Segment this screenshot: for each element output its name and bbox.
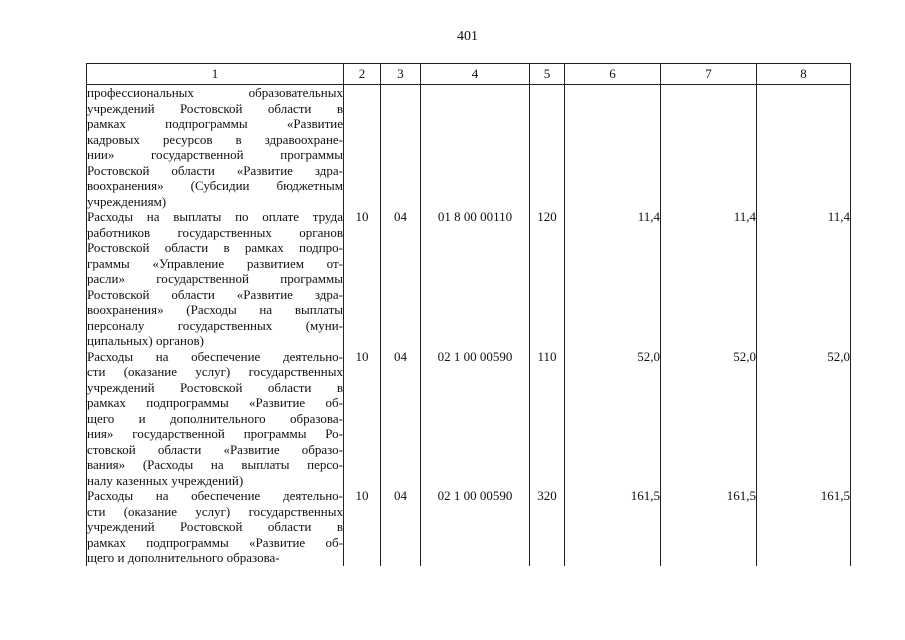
- table-row: [87, 349, 851, 489]
- description-line: сти (оказание услуг) государственных: [87, 503, 343, 519]
- column-header: 1: [87, 64, 344, 85]
- amount-year-3: 161,5: [757, 488, 851, 566]
- column-header: 3: [381, 64, 421, 85]
- description-line: нии» государственной программы: [87, 147, 343, 162]
- amount-year-1: 11,4: [565, 209, 661, 349]
- budget-table: [86, 63, 851, 566]
- table-row: [87, 488, 851, 566]
- column-header: 6: [565, 64, 661, 85]
- section-code: 10: [344, 349, 381, 489]
- amount-year-1: 161,5: [565, 488, 661, 566]
- description-line: рамках подпрограммы «Развитие об-: [87, 395, 343, 410]
- amount-year-2: [661, 85, 757, 210]
- description-line: учреждениям): [87, 193, 167, 209]
- description-line: Расходы на обеспечение деятельно-: [87, 488, 343, 503]
- amount-year-3: 52,0: [757, 349, 851, 489]
- subsection-code: 04: [381, 488, 421, 566]
- column-header: 8: [757, 64, 851, 85]
- amount-year-2: 161,5: [661, 488, 757, 566]
- row-description: [87, 85, 344, 210]
- description-line: налу казенных учреждений): [87, 472, 244, 488]
- expense-type-code: 110: [530, 349, 565, 489]
- description-line: граммы «Управление развитием от-: [87, 255, 343, 271]
- expense-type-code: 120: [530, 209, 565, 349]
- section-code: 10: [344, 209, 381, 349]
- description-line: воохранения» (Субсидии бюджетным: [87, 178, 343, 193]
- target-article-code: 01 8 00 00110: [421, 209, 530, 349]
- page-number: 401: [457, 29, 478, 44]
- target-article-code: 02 1 00 00590: [421, 488, 530, 566]
- description-line: Ростовской области «Развитие здра-: [87, 286, 343, 302]
- subsection-code: 04: [381, 349, 421, 489]
- amount-year-2: 52,0: [661, 349, 757, 489]
- row-description: [87, 488, 344, 566]
- column-header: 7: [661, 64, 757, 85]
- row-description: [87, 209, 344, 349]
- description-line: воохранения» (Расходы на выплаты: [87, 302, 343, 317]
- description-line: Ростовской области «Развитие здра-: [87, 162, 343, 178]
- description-line: расли» государственной программы: [87, 271, 343, 286]
- description-line: рамках подпрограммы «Развитие: [87, 116, 343, 131]
- expense-type-code: [530, 85, 565, 210]
- amount-year-3: 11,4: [757, 209, 851, 349]
- description-line: щего и дополнительного образова-: [87, 550, 280, 565]
- column-header: 2: [344, 64, 381, 85]
- description-line: вания» (Расходы на выплаты персо-: [87, 457, 343, 472]
- description-line: кадровых ресурсов в здравоохране-: [87, 131, 343, 147]
- description-line: щего и дополнительного образова-: [87, 410, 343, 426]
- description-line: профессиональных образовательных: [87, 85, 343, 100]
- description-line: рамках подпрограммы «Развитие об-: [87, 534, 343, 550]
- description-line: работников государственных органов: [87, 224, 343, 240]
- description-line: ципальных) органов): [87, 333, 204, 348]
- subsection-code: 04: [381, 209, 421, 349]
- description-line: сти (оказание услуг) государственных: [87, 364, 343, 379]
- description-line: ния» государственной программы Ро-: [87, 426, 343, 441]
- amount-year-2: 11,4: [661, 209, 757, 349]
- target-article-code: 02 1 00 00590: [421, 349, 530, 489]
- amount-year-1: [565, 85, 661, 210]
- row-description: [87, 349, 344, 489]
- section-code: 10: [344, 488, 381, 566]
- description-line: учреждений Ростовской области в: [87, 100, 343, 116]
- table-row: [87, 85, 851, 210]
- section-code: [344, 85, 381, 210]
- description-line: стовской области «Развитие образо-: [87, 441, 343, 457]
- description-line: Расходы на выплаты по оплате труда: [87, 209, 343, 224]
- description-line: персоналу государственных (муни-: [87, 317, 343, 333]
- target-article-code: [421, 85, 530, 210]
- amount-year-3: [757, 85, 851, 210]
- header-row: [87, 64, 851, 85]
- expense-type-code: 320: [530, 488, 565, 566]
- description-line: Расходы на обеспечение деятельно-: [87, 348, 343, 364]
- table-row: [87, 209, 851, 349]
- description-line: Ростовской области в рамках подпро-: [87, 240, 343, 255]
- description-line: учреждений Ростовской области в: [87, 519, 343, 534]
- column-header: 4: [421, 64, 530, 85]
- amount-year-1: 52,0: [565, 349, 661, 489]
- description-line: учреждений Ростовской области в: [87, 379, 343, 395]
- column-header: 5: [530, 64, 565, 85]
- subsection-code: [381, 85, 421, 210]
